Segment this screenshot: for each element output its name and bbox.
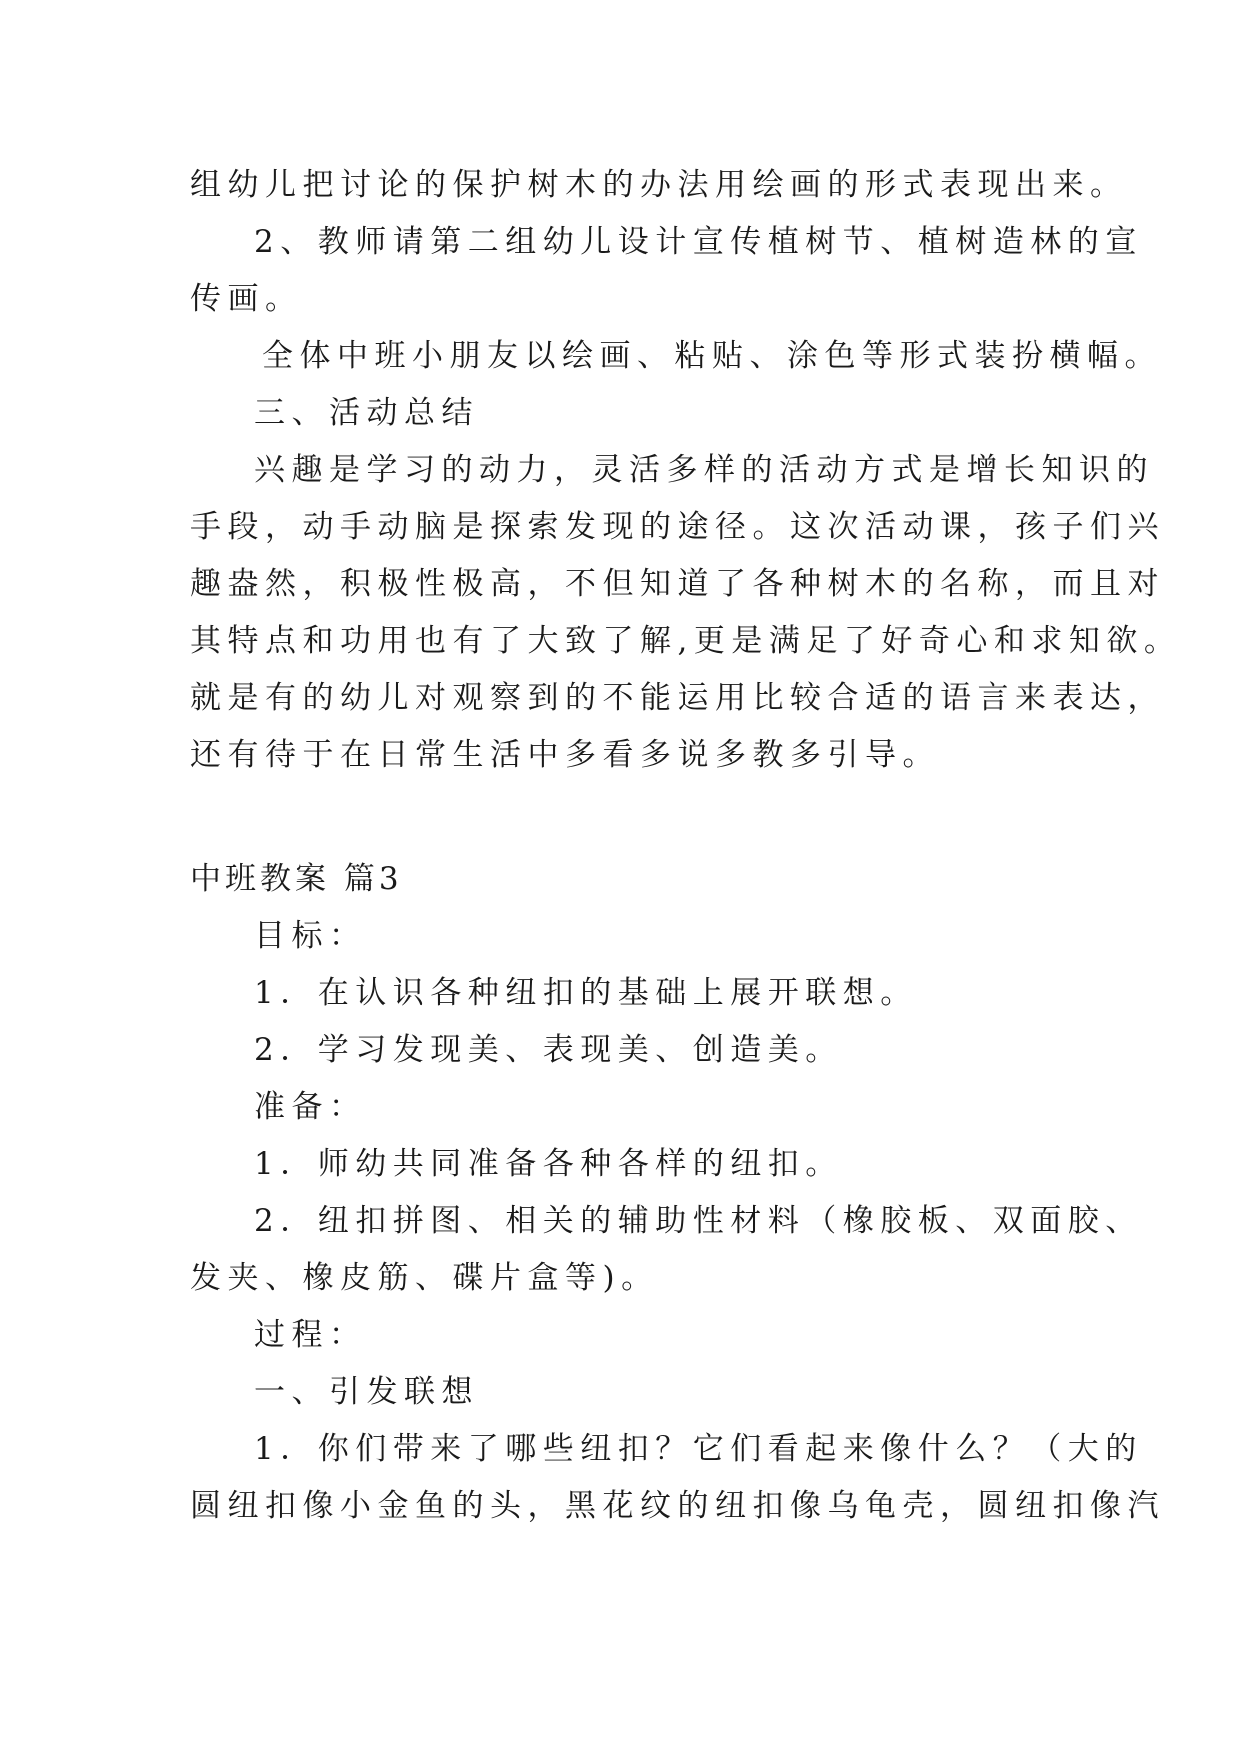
paragraph-line: 其特点和功用也有了大致了解,更是满足了好奇心和求知欲。 <box>190 623 1182 659</box>
list-item: 1．在认识各种纽扣的基础上展开联想。 <box>254 975 918 1011</box>
paragraph-line: 发夹、橡皮筋、碟片盒等)。 <box>190 1260 659 1296</box>
paragraph-line: 就是有的幼儿对观察到的不能运用比较合适的语言来表达， <box>190 680 1165 716</box>
subheading: 过程： <box>254 1317 367 1353</box>
paragraph-line: 圆纽扣像小金鱼的头，黑花纹的纽扣像乌龟壳，圆纽扣像汽 <box>190 1488 1165 1524</box>
paragraph-line: 2、教师请第二组幼儿设计宣传植树节、植树造林的宣 <box>254 224 1143 260</box>
list-item: 2．学习发现美、表现美、创造美。 <box>254 1032 843 1068</box>
list-item: 1．师幼共同准备各种各样的纽扣。 <box>254 1146 843 1182</box>
paragraph-line: 趣盎然，积极性极高，不但知道了各种树木的名称，而且对 <box>190 566 1165 602</box>
list-item: 2．纽扣拼图、相关的辅助性材料（橡胶板、双面胶、 <box>254 1203 1143 1239</box>
section-title: 中班教案 篇3 <box>190 861 403 897</box>
paragraph-line: 手段，动手动脑是探索发现的途径。这次活动课，孩子们兴 <box>190 509 1165 545</box>
paragraph-line: 全体中班小朋友以绘画、粘贴、涂色等形式装扮横幅。 <box>262 338 1162 374</box>
paragraph-line: 还有待于在日常生活中多看多说多教多引导。 <box>190 737 940 773</box>
section-heading: 一、引发联想 <box>254 1374 479 1410</box>
paragraph-line: 组幼儿把讨论的保护树木的办法用绘画的形式表现出来。 <box>190 167 1128 203</box>
subheading: 目标： <box>254 918 367 954</box>
list-item: 1．你们带来了哪些纽扣？它们看起来像什么？（大的 <box>254 1431 1143 1467</box>
subheading: 准备： <box>254 1089 367 1125</box>
paragraph-line: 兴趣是学习的动力，灵活多样的活动方式是增长知识的 <box>254 452 1154 488</box>
section-heading: 三、活动总结 <box>254 395 479 431</box>
paragraph-line: 传画。 <box>190 281 303 317</box>
